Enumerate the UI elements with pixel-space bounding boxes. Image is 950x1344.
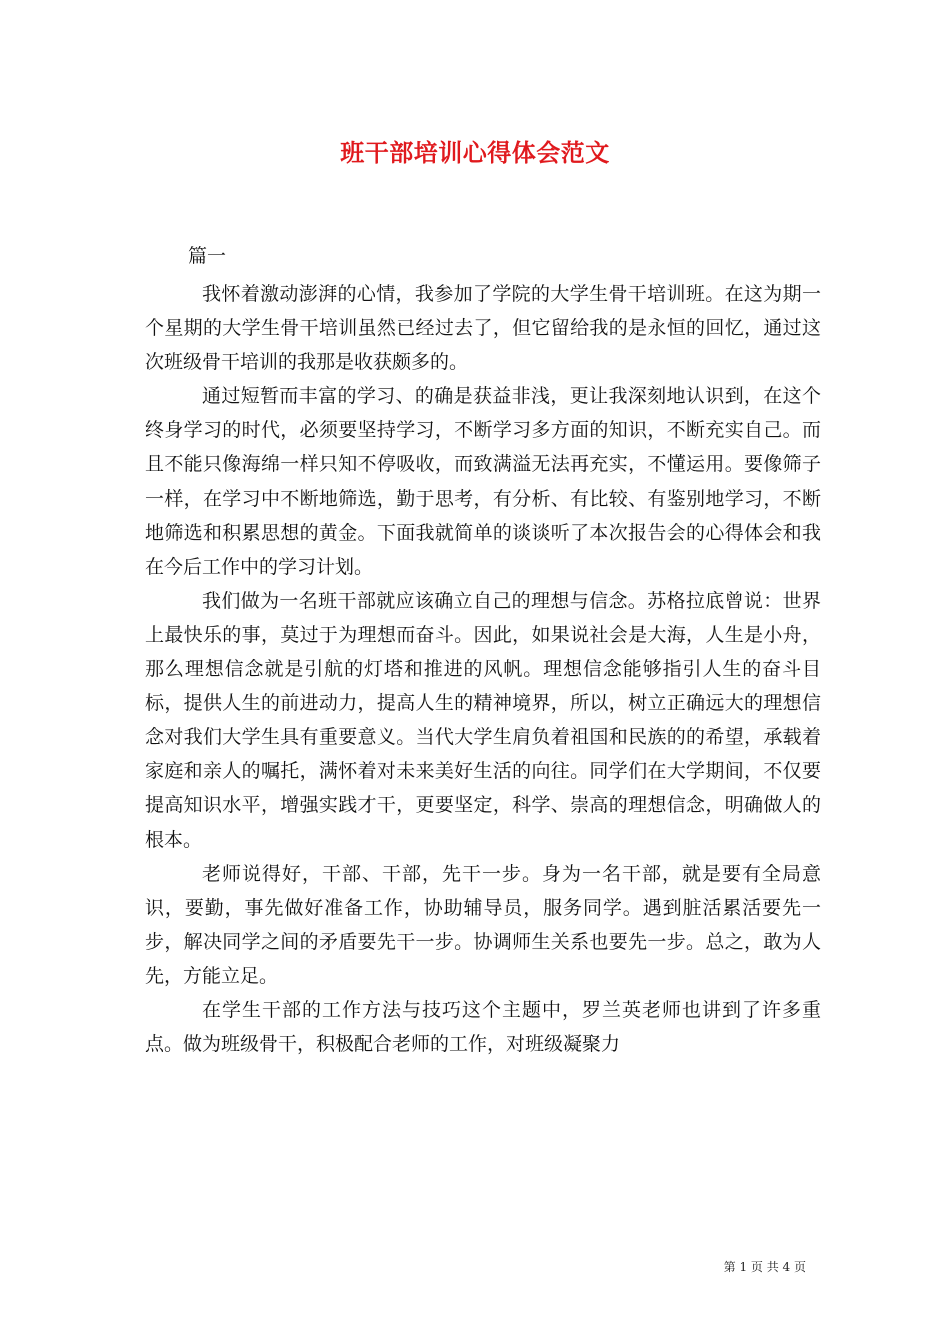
document-body	[145, 277, 821, 1061]
paragraph-2: 通过短暂而丰富的学习、的确是获益非浅，更让我深刻地认识到，在这个终身学习的时代，必须要坚持学习，不断学习多方面的知识，不断充实自己。而且不能只像海绵一样只知不停吸收，而致满溢无法再充实，不懂运用。要像筛子一样，在学习中不断地筛选，勤于思考，有分析、有比较、有鉴别地学习，不断地筛选和积累思想的黄金。下面我就简单的谈谈听了本次报告会的心得体会和我在今后工作中的学习计划。	[145, 385, 821, 578]
paragraph-4: 老师说得好，干部、干部，先干一步。身为一名干部，就是要有全局意识，要勤，事先做好准备工作，协助辅导员，服务同学。遇到脏活累活要先一步，解决同学之间的矛盾要先干一步。协调师生关系也要先一步。总之，敢为人先，方能立足。	[145, 862, 821, 987]
paragraph-5: 在学生干部的工作方法与技巧这个主题中，罗兰英老师也讲到了许多重点。做为班级骨干，积极配合老师的工作，对班级凝聚力	[145, 998, 821, 1056]
paragraph-3: 我们做为一名班干部就应该确立自己的理想与信念。苏格拉底曾说：世界上最快乐的事，莫过于为理想而奋斗。因此，如果说社会是大海，人生是小舟，那么理想信念就是引航的灯塔和推进的风帆。理想信念能够指引人生的奋斗目标，提供人生的前进动力，提高人生的精神境界，所以，树立正确远大的理想信念对我们大学生具有重要意义。当代大学生肩负着祖国和民族的的希望，承载着家庭和亲人的嘱托，满怀着对未来美好生活的向往。同学们在大学期间，不仅要提高知识水平，增强实践才干，更要坚定，科学、崇高的理想信念，明确做人的根本。	[145, 589, 821, 851]
document-title: 班干部培训心得体会范文	[340, 138, 610, 167]
section-label: 篇一	[188, 245, 227, 267]
paragraph-1: 我怀着激动澎湃的心情，我参加了学院的大学生骨干培训班。在这为期一个星期的大学生骨干培训虽然已经过去了，但它留给我的是永恒的回忆，通过这次班级骨干培训的我那是收获颇多的。	[145, 283, 821, 374]
page-number: 第 1 页 共 4 页	[723, 1260, 806, 1274]
